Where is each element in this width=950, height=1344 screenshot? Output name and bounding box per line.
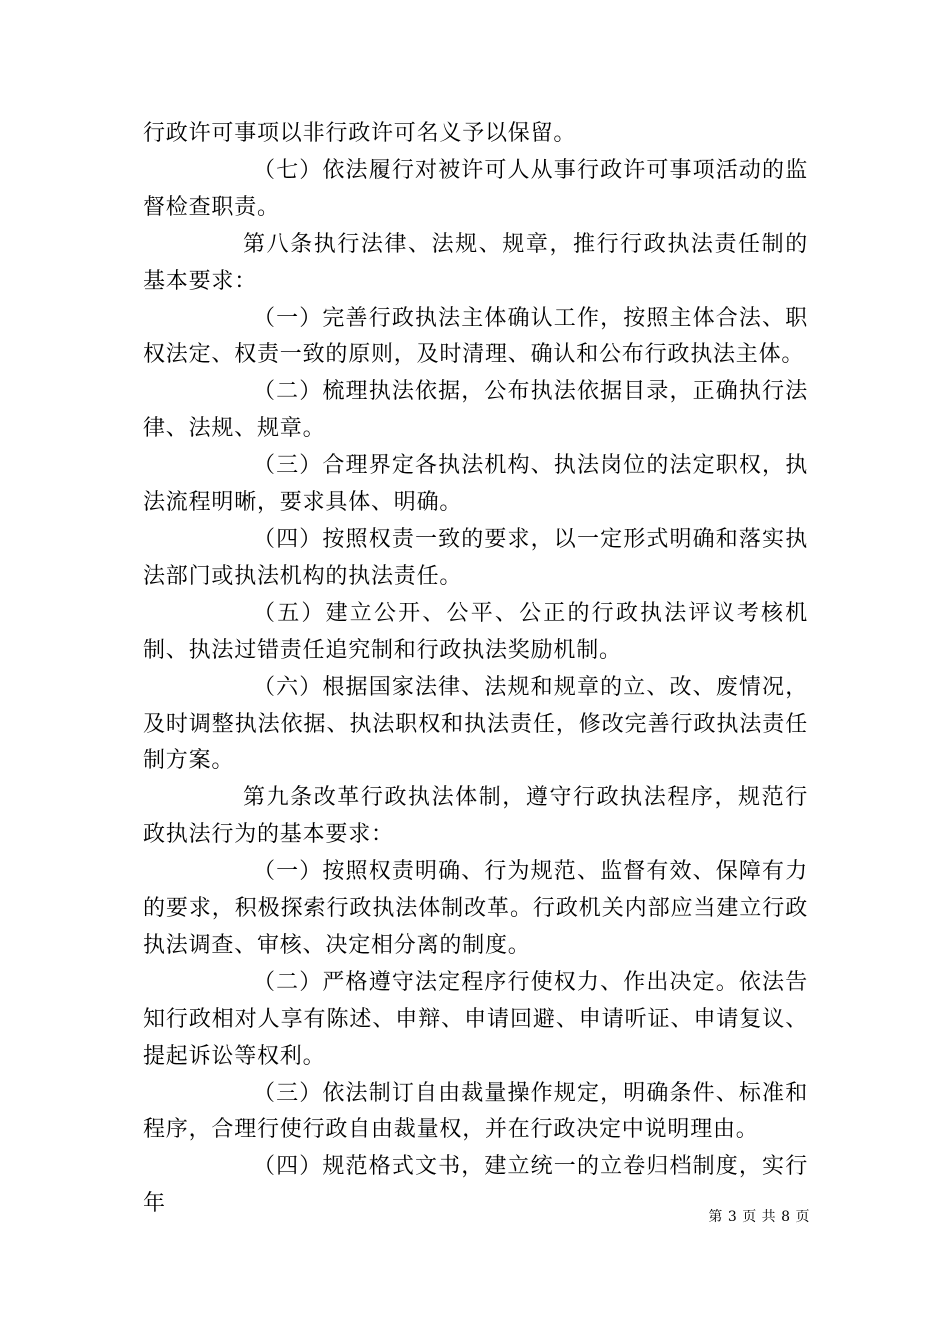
paragraph-continuation: 行政许可事项以非行政许可名义予以保留。	[143, 121, 577, 146]
article-9-item-3: （三）依法制订自由裁量操作规定，明确条件、标准和程序，合理行使行政自由裁量权，并在行政决定中说明理由。	[143, 1080, 808, 1143]
article-8-item-5: （五）建立公开、公平、公正的行政执法评议考核机制、执法过错责任追究制和行政执法奖励机制。	[143, 600, 808, 663]
article-8-item-6: （六）根据国家法律、法规和规章的立、改、废情况，及时调整执法依据、执法职权和执法责任，修改完善行政执法责任制方案。	[143, 674, 808, 774]
page-number-footer: 第 3 页 共 8 页	[708, 1209, 810, 1225]
document-body	[143, 116, 808, 1223]
article-8-item-3: （三）合理界定各执法机构、执法岗位的法定职权，执法流程明晰，要求具体、明确。	[143, 453, 808, 516]
article-9-item-1: （一）按照权责明确、行为规范、监督有效、保障有力的要求，积极探索行政执法体制改革。行政机关内部应当建立行政执法调查、审核、决定相分离的制度。	[143, 859, 808, 958]
article-8-item-1: （一）完善行政执法主体确认工作，按照主体合法、职权法定、权责一致的原则，及时清理、确认和公布行政执法主体。	[143, 305, 808, 368]
article-8-item-2: （二）梳理执法依据，公布执法依据目录，正确执行法律、法规、规章。	[143, 379, 808, 442]
article-9-item-4: （四）规范格式文书，建立统一的立卷归档制度，实行年	[143, 1154, 808, 1217]
article-9-heading: 第九条改革行政执法体制，遵守行政执法程序，规范行政执法行为的基本要求：	[143, 785, 808, 848]
article-8-item-4: （四）按照权责一致的要求，以一定形式明确和落实执法部门或执法机构的执法责任。	[143, 526, 808, 589]
paragraph-item-7: （七）依法履行对被许可人从事行政许可事项活动的监督检查职责。	[143, 157, 808, 220]
article-8-heading: 第八条执行法律、法规、规章，推行行政执法责任制的基本要求：	[143, 231, 808, 294]
article-9-item-2: （二）严格遵守法定程序行使权力、作出决定。依法告知行政相对人享有陈述、申辩、申请回避、申请听证、申请复议、提起诉讼等权利。	[143, 969, 808, 1069]
